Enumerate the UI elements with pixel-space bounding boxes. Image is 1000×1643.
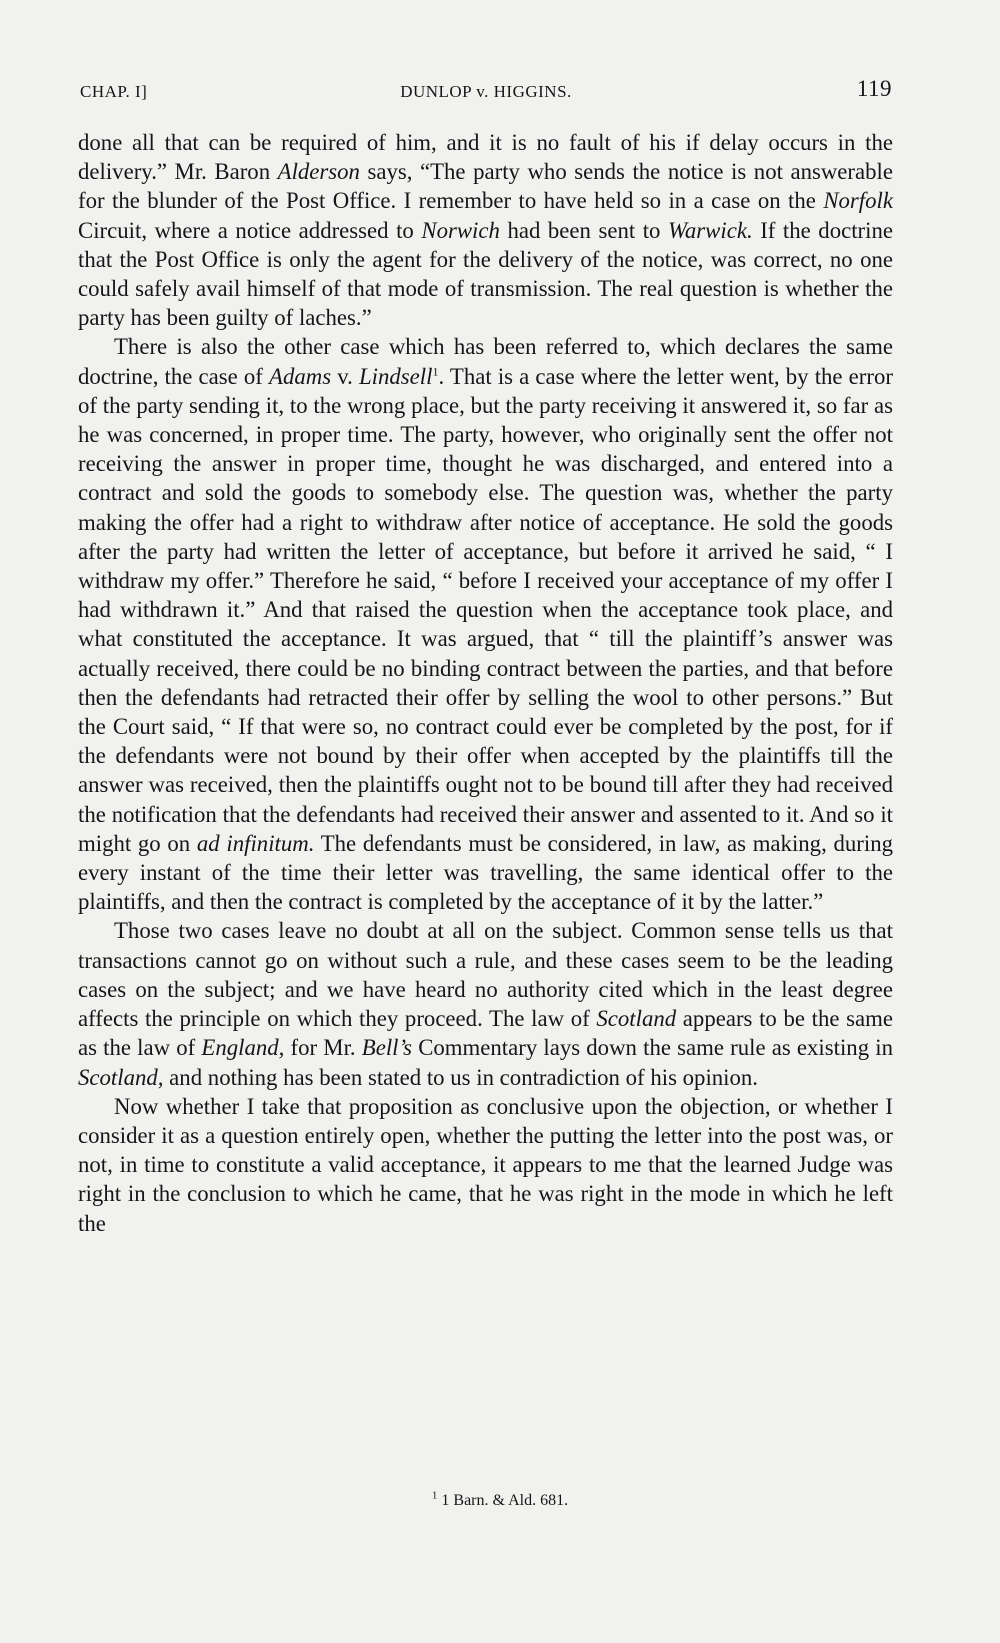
chapter-label: CHAP. I] xyxy=(80,82,148,101)
text-run: There is also the other case which has been referred to, which declares the same doctrine, the case of xyxy=(78,334,893,389)
text-run: v. xyxy=(331,363,359,389)
italic-place: Scotland, xyxy=(78,1064,164,1090)
italic-place: Warwick. xyxy=(668,217,753,243)
italic-case-party: Adams xyxy=(269,363,332,389)
italic-name: Alderson xyxy=(277,159,360,185)
footnote-marker: 1 xyxy=(431,1489,438,1502)
italic-place: Norwich xyxy=(421,217,500,243)
italic-phrase: ad infinitum. xyxy=(196,830,315,856)
italic-place: England, xyxy=(201,1035,285,1061)
footnote-text: 1 Barn. & Ald. 681. xyxy=(437,1492,569,1509)
text-run: If the doctrine that the Post Office is only the agent for the delivery of the notice, was correct, no one could safely avail himself of that mode of transmission. The real question is whether the party has been guilty of laches.” xyxy=(78,217,893,331)
text-run: Circuit, where a notice addressed to xyxy=(78,217,422,243)
running-head xyxy=(80,76,892,110)
italic-name: Bell’s xyxy=(361,1035,413,1061)
italic-case-party: Lindsell xyxy=(359,363,433,389)
text-run: and nothing has been stated to us in contradiction of his opinion. xyxy=(163,1064,759,1090)
text-run: says, “The party who sends the notice is not answerable for the blunder of the Post Office. I remember to have held so in a case on the xyxy=(78,159,893,214)
body-text xyxy=(78,128,893,1238)
text-run: had been sent to xyxy=(499,217,668,243)
paragraph-4 xyxy=(78,1092,893,1238)
text-run: The defendants must be considered, in law, as making, during every instant of the time their letter was travelling, the same identical offer to the plaintiffs, and then the contract is completed by the acceptance of it by the latter.” xyxy=(78,830,893,915)
paragraph-2 xyxy=(78,332,893,916)
text-run: Those two cases leave no doubt at all on the subject. Common sense tells us that transactions cannot go on without such a rule, and these cases seem to be the leading cases on the subject; and we have heard no authority cited which in the least degree affects the principle on which they proceed. The law of xyxy=(78,918,893,1032)
text-run: for Mr. xyxy=(284,1035,362,1061)
footnote-reference: 1 xyxy=(432,364,439,379)
italic-place: Norfolk xyxy=(823,188,893,214)
footnote xyxy=(0,1489,1000,1510)
paragraph-1 xyxy=(78,128,893,332)
italic-place: Scotland xyxy=(596,1006,677,1032)
page-number: 119 xyxy=(856,76,892,101)
text-run: Now whether I take that proposition as conclusive upon the objection, or whether I consider it as a question entirely open, whether the putting the letter into the post was, or not, in time to constitute a valid acceptance, it appears to me that the learned Judge was right in the conclusion to which he came, that he was right in the mode in which he left the xyxy=(78,1093,893,1236)
text-run: appears to be the same as the law of xyxy=(78,1006,893,1061)
text-run: . That is a case where the letter went, by the error of the party sending it, to the wrong place, but the party receiving it answered it, so far as he was concerned, in proper time. The party, however, who originally sent the offer not receiving the answer in proper time, thought he was discharged, and entered into a contract and sold the goods to somebody else. The question was, whether the party making the offer had a right to withdraw after notice of acceptance. He sold the goods after the party had written the letter of acceptance, but before it arrived he said, “ I withdraw my offer.” Therefore he said, “ before I received your acceptance of my offer I had withdrawn it.” And that raised the question when the acceptance took place, and what constituted the acceptance. It was argued, that “ till the plaintiff’s answer was actually received, there could be no binding contract between the parties, and that before then the defendants had retracted their offer by selling the wool to other persons.” But the Court said, “ If that were so, no contract could ever be completed by the post, for if the defendants were not bound by their offer when accepted by the plaintiffs till the answer was received, then the plaintiffs ought not to be bound till after they had received the notification that the defendants had received their answer and assented to it. And so it might go on xyxy=(78,363,893,856)
text-run: done all that can be required of him, and it is no fault of his if delay occurs in the delivery.” Mr. Baron xyxy=(78,130,893,185)
case-title: DUNLOP v. HIGGINS. xyxy=(400,82,572,101)
text-run: Commentary lays down the same rule as existing in xyxy=(412,1035,894,1061)
paragraph-3 xyxy=(78,916,893,1091)
